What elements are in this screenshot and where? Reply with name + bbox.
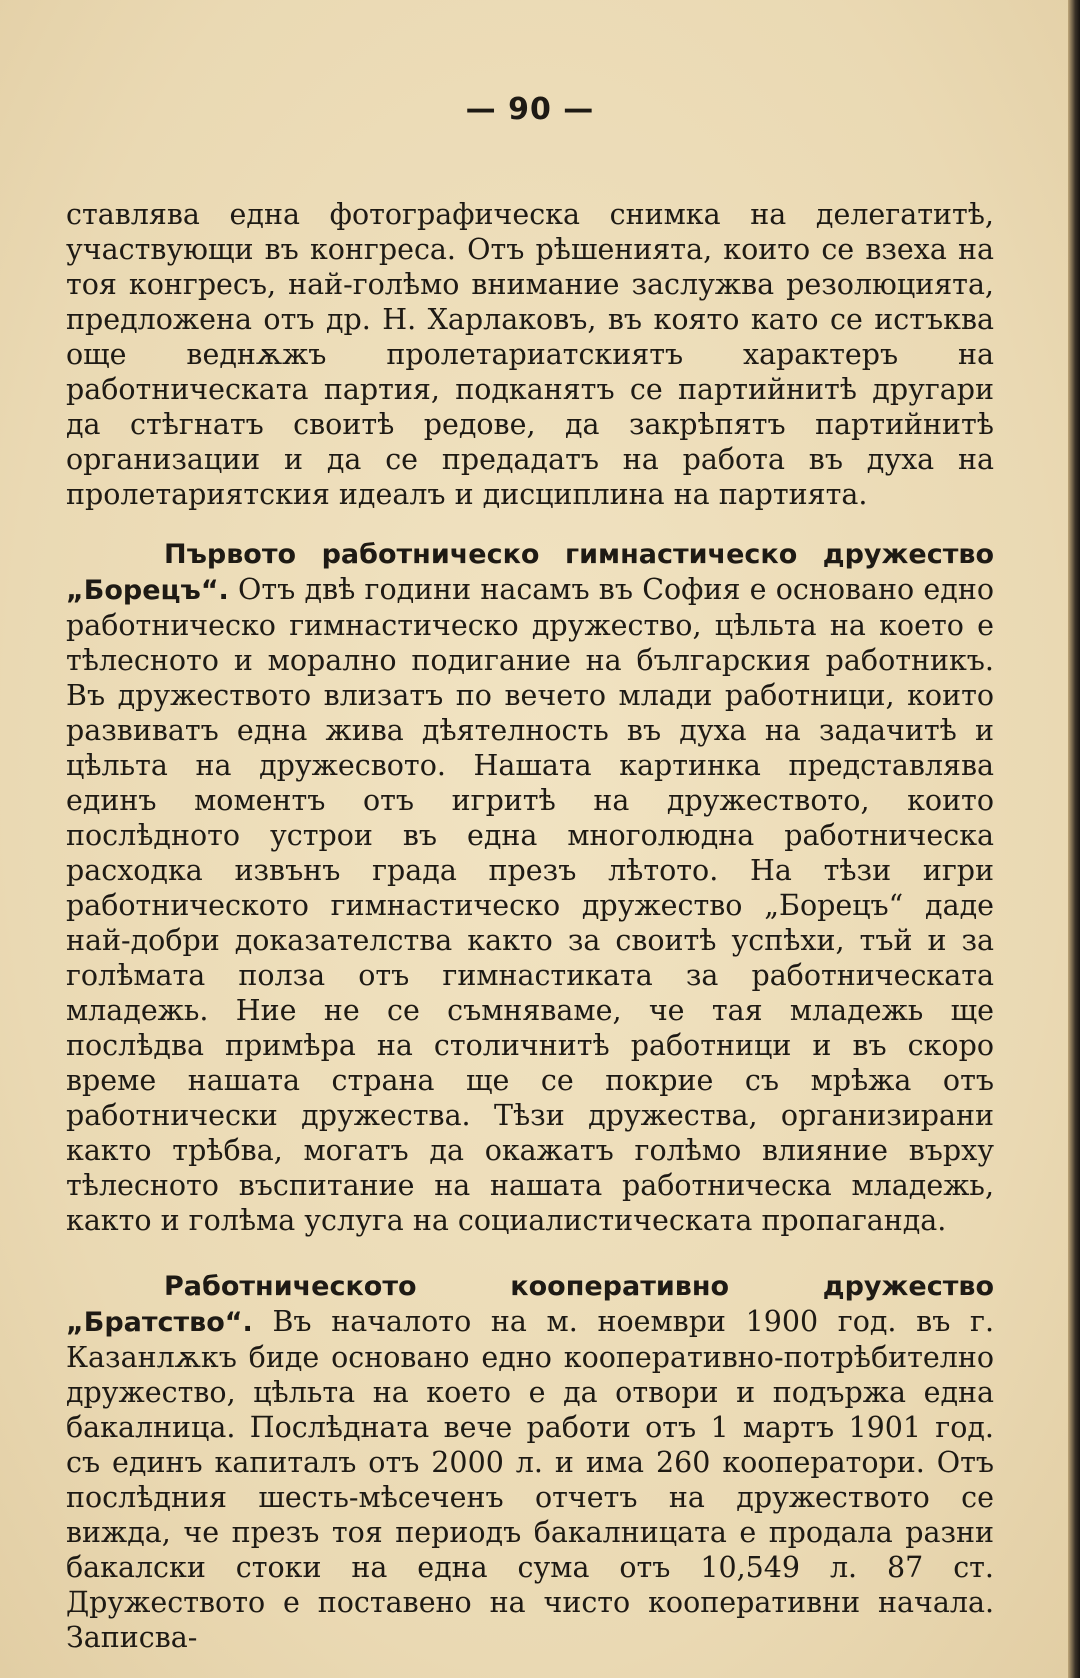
- paragraph-borets: [66, 536, 994, 1238]
- section-heading: Първото работническо гимнастическо дружество „Борецъ“.: [66, 539, 994, 606]
- book-spine-edge: [1068, 0, 1080, 1678]
- section-heading: Работническото кооперативно дружество „Братство“.: [66, 1271, 994, 1338]
- paragraph-text: Отъ двѣ години насамъ въ София е основано едно работническо гимнастическо дружество, цѣльта на което е тѣлесното и морално подигание на българския работникъ. Въ дружеството влизатъ по вечето млади работници, които развиватъ една жива дѣятелность въ духа на задачитѣ и цѣльта на дружесвото. Нашата картинка представлява единъ моментъ отъ игритѣ на дружеството, които послѣдното устрои въ една многолюдна работническа расходка извънъ града презъ лѣтото. На тѣзи игри работническото гимнастическо дружество „Борецъ“ даде най-добри доказателства както за своитѣ успѣхи, тъй и за голѣмата полза отъ гимнастиката за работническата младежь. Ние не се съмняваме, че тая младежь ще послѣдва примѣра на столичнитѣ работници и въ скоро време нашата страна ще се покрие съ мрѣжа отъ работнически дружества. Тѣзи дружества, организирани както трѣбва, могатъ да окажатъ голѣмо влияние върху тѣлесното въспитание на нашата работническа младежь, както и голѣма услуга на социалистическата пропаганда.: [66, 573, 994, 1237]
- paragraph-text: ставлява една фотографическа снимка на делегатитѣ, участвующи въ конгреса. Отъ рѣшенията, които се взеха на тоя конгресъ, най-голѣмо внимание заслужва резолюцията, предложена отъ др. Н. Харлаковъ, въ която като се истъква още веднѫжъ пролетариатскиятъ характеръ на работническата партия, подканятъ се партийнитѣ другари да стѣгнатъ своитѣ редове, да закрѣпятъ партийнитѣ организации и да се предадатъ на работа въ духа на пролетариятския идеалъ и дисциплина на партията.: [66, 198, 994, 511]
- paragraph-bratstvo: [66, 1268, 994, 1655]
- paragraph-text: Въ началото на м. ноември 1900 год. въ г. Казанлѫкъ биде основано едно кооперативно-потрѣбително дружество, цѣльта на което е да отвори и подържа една бакалница. Послѣдната вече работи отъ 1 мартъ 1901 год. съ единъ капиталъ отъ 2000 л. и има 260 кооператори. Отъ послѣдния шесть-мѣсеченъ отчетъ на дружеството се вижда, че презъ тоя периодъ бакалницата е продала разни бакалски стоки на една сума отъ 10,549 л. 87 ст. Дружеството е поставено на чисто кооперативни начала. Записва-: [66, 1305, 994, 1654]
- page-number: — 90 —: [465, 92, 595, 127]
- paragraph-congress: [66, 197, 994, 512]
